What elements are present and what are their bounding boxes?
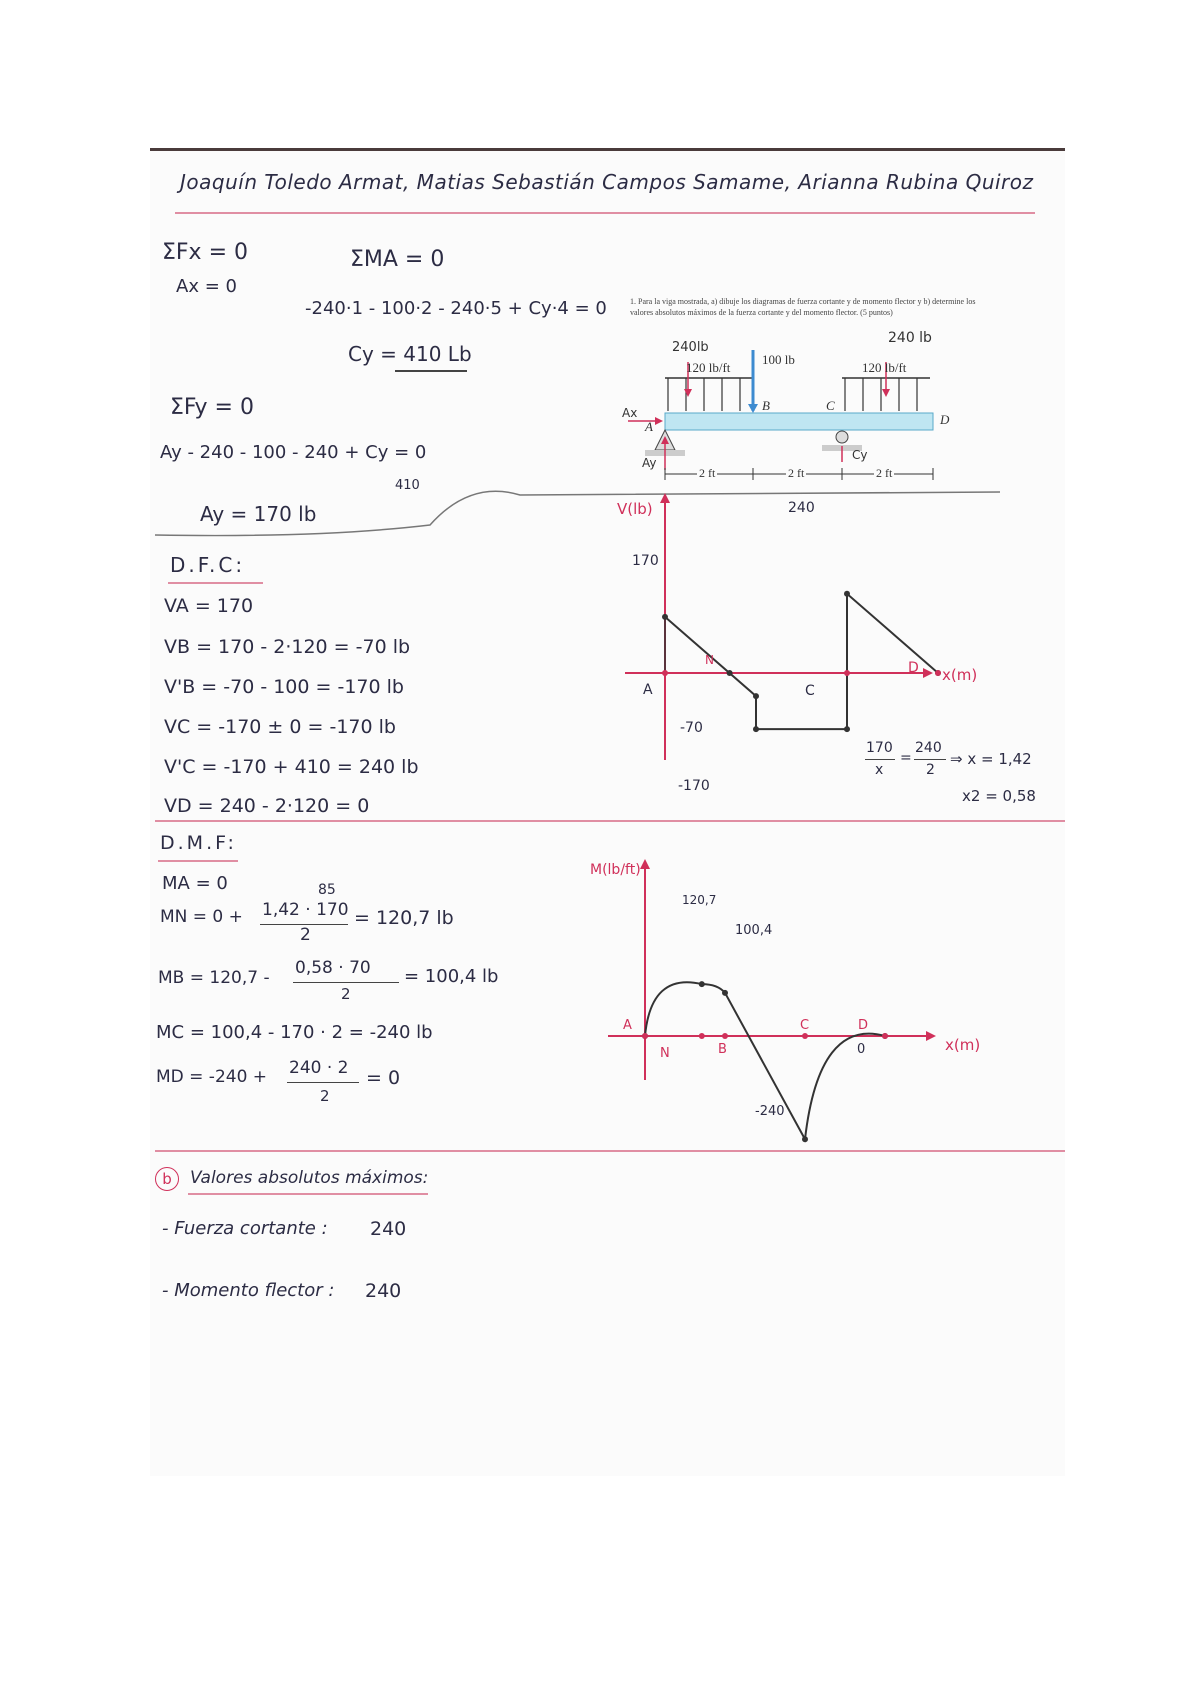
x2-result: x2 = 0,58 <box>962 787 1036 805</box>
beam-point-c: C <box>826 398 835 413</box>
moment-data-point <box>802 1136 808 1142</box>
dmf-mn-result: = 120,7 lb <box>354 907 454 929</box>
moment-x-arrow <box>926 1031 936 1041</box>
dfc-title: D.F.C: <box>170 553 246 577</box>
moment-label-b: 100,4 <box>735 923 773 938</box>
summary-shear-label: - Fuerza cortante : <box>162 1218 328 1239</box>
ax-label: Ax <box>622 406 638 420</box>
ay-result: Ay = 170 lb <box>200 502 317 526</box>
beam-point-a: A <box>645 419 653 434</box>
load-left-label: 120 lb/ft <box>686 360 731 375</box>
dmf-mc: MC = 100,4 - 170 · 2 = -240 lb <box>156 1022 433 1043</box>
moment-point-c: C <box>800 1018 810 1033</box>
resultant-left: 240lb <box>672 340 709 355</box>
dmf-md-result: = 0 <box>366 1067 401 1089</box>
shear-ylabel: V(lb) <box>617 500 653 518</box>
moment-label-max: 120,7 <box>682 893 717 907</box>
moment-point-b: B <box>718 1042 727 1057</box>
moment-point-a: A <box>623 1018 632 1033</box>
summary-moment-label: - Momento flector : <box>162 1280 335 1301</box>
moment-axis-marker <box>642 1033 648 1039</box>
dmf-mb-den: 2 <box>341 985 351 1003</box>
cy-label: Cy <box>852 448 868 462</box>
dmf-md-num: 240 · 2 <box>289 1058 349 1078</box>
dmf-mn-num: 1,42 · 170 <box>262 900 349 920</box>
dmf-title: D.M.F: <box>160 832 237 854</box>
shear-label-minus70: -70 <box>680 720 703 736</box>
moment-equation: -240·1 - 100·2 - 240·5 + Cy·4 = 0 <box>305 298 607 319</box>
authors-line: Joaquín Toledo Armat, Matias Sebastián Campos Samame, Arianna Rubina Quiroz <box>180 170 1034 194</box>
sum-ma: ΣMA = 0 <box>350 247 445 272</box>
cy-result: Cy = 410 Lb <box>348 342 472 366</box>
shear-point-d: D <box>908 660 919 676</box>
beam-point-b: B <box>762 398 770 413</box>
load-right-label: 120 lb/ft <box>862 360 907 375</box>
moment-axis-marker <box>882 1033 888 1039</box>
moment-y-arrow <box>640 859 650 869</box>
shear-label-240: 240 <box>788 500 815 516</box>
ratio-170: 170 <box>866 740 893 756</box>
problem-statement: 1. Para la viga mostrada, a) dibuje los diagramas de fuerza cortante y de momento flector y b) determine los valores absolutos máximos de la fuerza cortante y del momento flector. (5 puntos) <box>630 297 976 317</box>
beam-point-d: D <box>940 412 950 427</box>
resultant-right: 240 lb <box>888 330 932 346</box>
point-load-label: 100 lb <box>762 352 795 367</box>
sum-fx: ΣFx = 0 <box>162 240 248 265</box>
dfc-line-vb-prime: V'B = -70 - 100 = -170 lb <box>164 676 404 698</box>
dmf-mn-den: 2 <box>300 925 311 945</box>
dimension-3: 2 ft <box>876 466 893 480</box>
summary-title: Valores absolutos máximos: <box>190 1168 429 1188</box>
ay-label: Ay <box>642 456 657 470</box>
ratio-equals: = <box>900 750 912 766</box>
dfc-line-vc-prime: V'C = -170 + 410 = 240 lb <box>164 756 419 778</box>
moment-data-point <box>722 990 728 996</box>
moment-point-n: N <box>660 1046 670 1061</box>
dmf-mn-annot: 85 <box>318 882 336 898</box>
shear-xlabel: x(m) <box>942 666 978 684</box>
ratio-2: 2 <box>926 762 935 778</box>
summary-underline <box>188 1193 428 1195</box>
shear-label-minus170: -170 <box>678 778 710 794</box>
dmf-mn-prefix: MN = 0 + <box>160 907 243 927</box>
dfc-line-va: VA = 170 <box>164 595 254 617</box>
dmf-mb-result: = 100,4 lb <box>404 966 499 987</box>
sum-fy: ΣFy = 0 <box>170 395 254 420</box>
moment-axis-marker <box>802 1033 808 1039</box>
shear-point-n: N <box>705 653 714 667</box>
shear-point-c: C <box>805 683 815 699</box>
dmf-ma: MA = 0 <box>162 873 228 894</box>
dfc-line-vc: VC = -170 ± 0 = -170 lb <box>164 716 396 738</box>
ratio-x: x <box>875 762 884 778</box>
dmf-md-den: 2 <box>320 1087 330 1105</box>
dimension-2: 2 ft <box>788 466 805 480</box>
moment-xlabel: x(m) <box>945 1036 981 1054</box>
shear-label-170: 170 <box>632 553 659 569</box>
summary-shear-value: 240 <box>370 1218 407 1240</box>
summary-moment-value: 240 <box>365 1280 402 1302</box>
dmf-md-prefix: MD = -240 + <box>156 1067 268 1087</box>
ratio-result: ⇒ x = 1,42 <box>950 750 1032 768</box>
ax-result: Ax = 0 <box>176 276 237 297</box>
moment-ylabel: M(lb/ft) <box>590 862 641 878</box>
dfc-line-vd: VD = 240 - 2·120 = 0 <box>164 795 370 817</box>
dmf-mb-prefix: MB = 120,7 - <box>158 968 270 988</box>
moment-axis-marker <box>722 1033 728 1039</box>
dimension-1: 2 ft <box>699 466 716 480</box>
shear-point-a: A <box>643 682 653 698</box>
summary-marker: b <box>155 1167 179 1191</box>
moment-label-min: -240 <box>755 1104 785 1119</box>
moment-point-d: D <box>858 1018 869 1033</box>
moment-axis-marker <box>699 1033 705 1039</box>
dmf-separator <box>155 1150 1065 1152</box>
dmf-mb-num: 0,58 · 70 <box>295 958 371 978</box>
fy-equation: Ay - 240 - 100 - 240 + Cy = 0 <box>160 442 427 463</box>
moment-label-zero: 0 <box>857 1042 866 1057</box>
ratio-240: 240 <box>915 740 942 756</box>
moment-data-point <box>699 981 705 987</box>
cy-substitution: 410 <box>395 478 420 493</box>
dfc-line-vb: VB = 170 - 2·120 = -70 lb <box>164 636 411 658</box>
